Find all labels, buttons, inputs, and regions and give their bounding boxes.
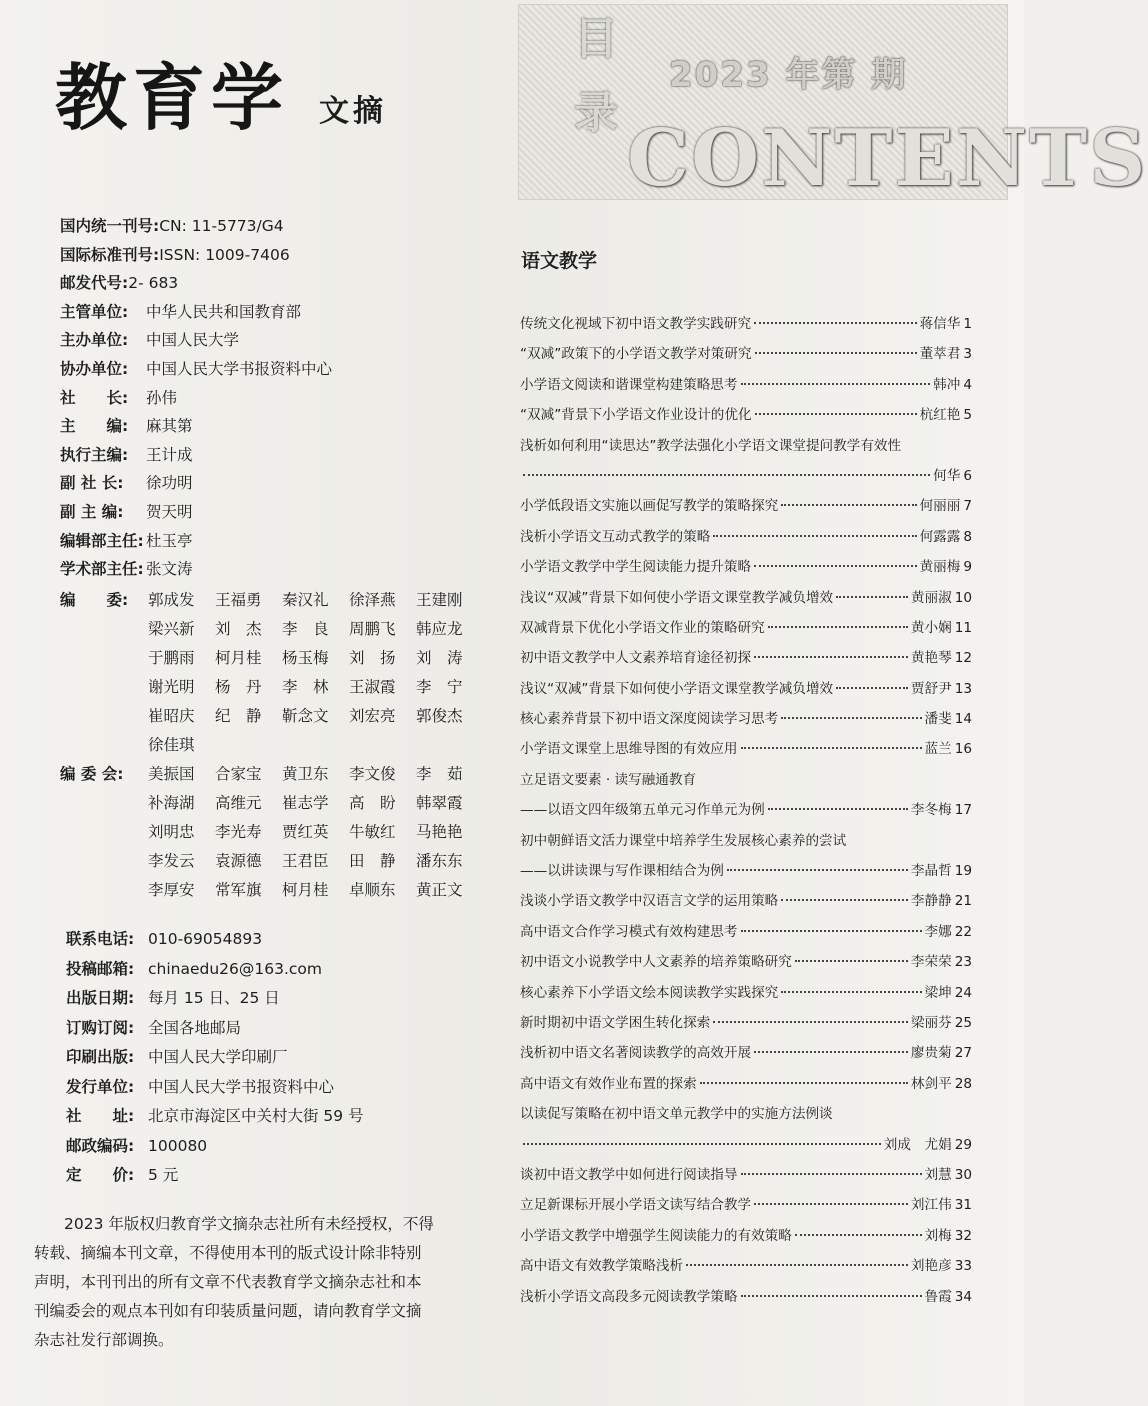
info-row	[60, 412, 480, 441]
committee-row	[60, 818, 483, 847]
contact-value: 全国各地邮局	[148, 1018, 242, 1037]
toc-page: 30	[954, 1166, 972, 1183]
member-name: 纪 静	[215, 707, 262, 725]
toc-author: 李静静	[910, 893, 952, 910]
toc-entry	[520, 339, 972, 369]
committee-label	[60, 789, 148, 818]
toc-page: 25	[954, 1014, 972, 1031]
toc-title: 浅析小学语文高段多元阅读教学策略	[520, 1288, 738, 1305]
member-name: 刘宏亮	[349, 707, 396, 725]
member-name: 李厚安	[148, 881, 195, 899]
info-label: 协办单位:	[60, 359, 129, 378]
member-name: 李 宁	[416, 678, 463, 696]
info-label: 学术部主任:	[60, 560, 144, 579]
member-name: 周鹏飞	[349, 620, 396, 638]
member-name: 黄正文	[416, 881, 463, 899]
member-name: 李发云	[148, 852, 195, 870]
member-name: 黄卫东	[282, 765, 329, 783]
toc-title: 立足新课标开展小学语文读写结合教学	[520, 1197, 752, 1214]
toc-page: 3	[963, 346, 972, 363]
info-value: 孙伟	[146, 388, 178, 407]
toc-author: 黄艳琴	[910, 650, 952, 667]
leader-dots	[754, 1051, 908, 1053]
info-row	[60, 269, 480, 298]
member-name: 柯月桂	[282, 881, 329, 899]
contents-header	[518, 4, 1148, 204]
member-name: 王淑霞	[349, 678, 396, 696]
toc-page: 19	[954, 863, 972, 880]
info-label: 执行主编:	[60, 445, 129, 464]
editorial_board-label	[60, 644, 148, 673]
magazine-subtitle: 文摘	[319, 94, 388, 129]
leader-dots	[781, 899, 908, 901]
contact-label: 邮政编码:	[66, 1136, 135, 1155]
toc-page: 16	[954, 741, 972, 758]
toc-author: 廖贵菊	[910, 1045, 952, 1062]
info-label: 副 主 编:	[60, 502, 124, 521]
toc-author: 刘慧	[924, 1166, 952, 1183]
toc-page: 8	[963, 528, 972, 545]
toc-author: 贾舒尹	[910, 680, 952, 697]
toc-page: 5	[963, 407, 972, 424]
committee-row	[60, 760, 483, 789]
toc-title-line: 浅析如何利用“读思达”教学法强化小学语文课堂提问教学有效性	[520, 437, 902, 454]
leader-dots	[781, 717, 921, 719]
toc-author: 韩冲	[933, 376, 961, 393]
member-name: 李光寿	[215, 823, 262, 841]
toc-title: 浅析小学语文互动式教学的策略	[520, 528, 711, 545]
info-label: 主 编:	[60, 417, 129, 436]
member-name: 李文俊	[349, 765, 396, 783]
info-row	[60, 527, 480, 556]
toc-entry	[520, 674, 972, 704]
toc-page: 11	[954, 619, 972, 636]
contact-row	[66, 1014, 364, 1044]
leader-dots	[754, 656, 908, 658]
toc-author: 黄丽梅	[919, 559, 961, 576]
editorial_board-label	[60, 731, 148, 760]
toc-author: 何华	[933, 467, 961, 484]
issue-label: 2023 年第 期	[669, 55, 908, 95]
toc-entry	[520, 947, 972, 977]
contact-info	[66, 925, 364, 1191]
contact-label: 社 址:	[66, 1107, 135, 1125]
info-value: 中华人民共和国教育部	[146, 302, 302, 321]
toc-title: “双减”背景下小学语文作业设计的优化	[520, 407, 752, 424]
toc-page: 12	[954, 650, 972, 667]
toc-author: 梁坤	[924, 984, 952, 1001]
toc-page: 9	[963, 559, 972, 576]
member-name: 韩翠霞	[416, 794, 463, 812]
info-value: 杜玉亭	[146, 531, 193, 550]
leader-dots	[781, 504, 916, 506]
info-value: 2- 683	[128, 274, 179, 293]
leader-dots	[686, 1264, 908, 1266]
member-name: 郭成发	[148, 591, 195, 609]
toc-entry	[520, 522, 972, 552]
toc-entry	[520, 583, 972, 613]
toc-entry	[520, 309, 972, 339]
toc-entry	[520, 734, 972, 764]
contact-row	[66, 1102, 364, 1132]
leader-dots	[836, 596, 908, 598]
toc-page: 21	[954, 893, 972, 910]
member-name: 补海湖	[148, 794, 195, 812]
member-name: 刘 涛	[416, 649, 463, 667]
contact-row	[66, 1161, 364, 1191]
toc-author: 黄丽淑	[910, 589, 952, 606]
member-name: 徐佳琪	[148, 736, 195, 754]
member-name: 刘 杰	[215, 620, 262, 638]
leader-dots	[754, 1203, 908, 1205]
info-label: 主管单位:	[60, 302, 129, 321]
leader-dots	[781, 991, 921, 993]
contact-label: 联系电话:	[66, 930, 135, 948]
contact-label: 出版日期:	[66, 989, 135, 1007]
info-value: 麻其第	[146, 417, 193, 436]
member-name: 李 良	[282, 620, 329, 638]
leader-dots	[741, 1173, 922, 1175]
toc-page: 17	[954, 802, 972, 819]
toc-subtitle: ——以语文四年级第五单元习作单元为例	[520, 802, 765, 819]
leader-dots	[754, 565, 916, 567]
toc-title: 小学语文教学中学生阅读能力提升策略	[520, 559, 752, 576]
toc-page: 10	[954, 589, 972, 606]
toc-title: 初中语文小说教学中人文素养的培养策略研究	[520, 954, 792, 971]
toc-title: 双减背景下优化小学语文作业的策略研究	[520, 619, 765, 636]
info-row	[60, 212, 480, 241]
committee-label	[60, 876, 148, 905]
toc-entry	[520, 370, 972, 400]
publication-info	[60, 212, 480, 584]
info-value: 中国人民大学书报资料中心	[146, 359, 333, 378]
toc-title: 核心素养下小学语文绘本阅读教学实践探究	[520, 984, 779, 1001]
committee-label	[60, 818, 148, 847]
info-row	[60, 326, 480, 355]
info-row	[60, 384, 480, 413]
info-row	[60, 498, 480, 527]
toc-page: 22	[954, 923, 972, 940]
toc-entry	[520, 1069, 972, 1099]
toc-title: 小学语文教学中增强学生阅读能力的有效策略	[520, 1227, 792, 1244]
member-name: 柯月桂	[215, 649, 262, 667]
info-value: 徐功明	[146, 474, 193, 493]
member-name: 常军旗	[215, 881, 262, 899]
copyright-notice: 2023 年版权归教育学文摘杂志社所有未经授权，不得转载、摘编本刊文章，不得使用本刊的版式设计除非特别声明，本刊刊出的所有文章不代表教育学文摘杂志社和本刊编委会的观点本刊如有印装质量问题，请向教育学文摘杂志社发行部调换。	[34, 1215, 434, 1349]
toc-author: 梁丽芬	[910, 1014, 952, 1031]
editorial_board-label	[60, 615, 148, 644]
info-label: 国内统一刊号:	[60, 217, 160, 235]
toc-author: 蓝兰	[924, 741, 952, 758]
info-row	[60, 355, 480, 384]
committee-row	[60, 789, 483, 818]
member-name: 潘东东	[416, 852, 463, 870]
member-name: 李 林	[282, 678, 329, 696]
contact-value: 中国人民大学书报资料中心	[148, 1077, 335, 1096]
member-name: 刘 扬	[349, 649, 396, 667]
member-name: 崔昭庆	[148, 707, 195, 725]
toc-page: 13	[954, 680, 972, 697]
info-row	[60, 441, 480, 470]
editorial_board-label	[60, 702, 148, 731]
member-name: 刘明忠	[148, 823, 195, 841]
toc-title: 小学低段语文实施以画促写教学的策略探究	[520, 498, 779, 515]
leader-dots	[741, 747, 922, 749]
member-name: 王建刚	[416, 591, 463, 609]
contact-row	[66, 955, 364, 985]
info-label: 编辑部主任:	[60, 531, 144, 550]
member-name: 崔志学	[282, 794, 329, 812]
leader-dots	[523, 474, 930, 476]
editorial_board-row	[60, 586, 483, 615]
toc-title: 谈初中语文教学中如何进行阅读指导	[520, 1166, 738, 1183]
toc-author: 李娜	[924, 923, 952, 940]
member-name: 谢光明	[148, 678, 195, 696]
leader-dots	[713, 1021, 908, 1023]
contact-row	[66, 1132, 364, 1162]
toc-page: 4	[963, 376, 972, 393]
toc-entry	[520, 1221, 972, 1251]
toc-author: 刘艳彦	[910, 1258, 952, 1275]
toc-page: 23	[954, 954, 972, 971]
member-name: 卓顺东	[349, 881, 396, 899]
toc-entry	[520, 856, 972, 886]
editorial_board-label: 编 委:	[60, 591, 129, 609]
member-name: 韩应龙	[416, 620, 463, 638]
leader-dots	[768, 808, 908, 810]
leader-dots	[727, 869, 908, 871]
member-name: 王福勇	[215, 591, 262, 609]
toc-author: 李冬梅	[910, 802, 952, 819]
section-title: 语文教学	[521, 250, 598, 272]
toc-title: 高中语文合作学习模式有效构建思考	[520, 923, 738, 940]
toc-author: 刘梅	[924, 1227, 952, 1244]
toc-entry	[520, 1282, 972, 1312]
toc-title-line: 以读促写策略在初中语文单元教学中的实施方法例谈	[520, 1106, 833, 1123]
contact-row	[66, 925, 364, 955]
toc-entry	[520, 461, 972, 491]
info-row	[60, 298, 480, 327]
member-name: 杨玉梅	[282, 649, 329, 667]
toc-author: 潘斐	[924, 711, 952, 728]
info-value: 张文涛	[146, 560, 193, 579]
info-value: 王计成	[146, 445, 193, 464]
toc-title: 浅析初中语文名著阅读教学的高效开展	[520, 1045, 752, 1062]
toc-author: 李晶哲	[910, 863, 952, 880]
leader-dots	[713, 535, 916, 537]
leader-dots	[523, 1143, 881, 1145]
info-value: ISSN: 1009-7406	[159, 245, 290, 264]
committee-label	[60, 847, 148, 876]
toc-entry	[520, 400, 972, 430]
toc-entry	[520, 795, 972, 825]
committee-row	[60, 876, 483, 905]
toc-title-line: 立足语文要素 · 读写融通教育	[520, 771, 697, 788]
member-name: 高维元	[215, 794, 262, 812]
contact-label: 投稿邮箱:	[66, 959, 135, 978]
committee-label: 编 委 会:	[60, 765, 124, 783]
toc-page: 28	[954, 1075, 972, 1092]
editorial_board-row	[60, 615, 483, 644]
toc-title: 小学语文阅读和谐课堂构建策略思考	[520, 376, 738, 393]
leader-dots	[754, 322, 916, 324]
toc-author: 李荣荣	[910, 954, 952, 971]
info-label: 邮发代号:	[60, 274, 129, 293]
info-label: 国际标准刊号:	[60, 245, 160, 264]
contact-label: 印刷出版:	[66, 1048, 135, 1066]
info-value: 贺天明	[146, 502, 193, 521]
contact-value: 中国人民大学印刷厂	[148, 1048, 288, 1066]
leader-dots	[741, 1295, 922, 1297]
member-name: 袁源德	[215, 852, 262, 870]
toc-author: 蒋信华	[919, 316, 961, 332]
member-name: 田 静	[349, 852, 396, 870]
toc-page: 33	[954, 1258, 972, 1275]
member-name: 徐泽燕	[349, 591, 396, 609]
toc-page: 6	[963, 467, 972, 484]
info-row	[60, 241, 480, 270]
committee-row	[60, 847, 483, 876]
contact-value: 每月 15 日、25 日	[148, 989, 280, 1007]
member-name: 郭俊杰	[416, 707, 463, 725]
contents-label: CONTENTS	[627, 113, 1148, 204]
member-name: 高 盼	[349, 794, 396, 812]
toc-page: 29	[954, 1136, 972, 1153]
leader-dots	[755, 352, 917, 354]
magazine-masthead	[55, 55, 388, 140]
leader-dots	[795, 960, 908, 962]
member-name: 美振国	[148, 765, 195, 783]
toc-entry	[520, 613, 972, 643]
toc-title: “双减”政策下的小学语文教学对策研究	[520, 346, 752, 363]
contact-value: 010-69054893	[148, 930, 263, 948]
toc-title: 高中语文有效教学策略浅析	[520, 1258, 684, 1275]
leader-dots	[741, 930, 922, 932]
toc-entry	[520, 1130, 972, 1160]
toc-author: 何丽丽	[919, 498, 961, 515]
editorial_board-row	[60, 731, 483, 760]
editorial_board-row	[60, 702, 483, 731]
member-name: 贾红英	[282, 823, 329, 841]
leader-dots	[700, 1082, 908, 1084]
editorial_board-row	[60, 673, 483, 702]
member-name: 牛敏红	[349, 823, 396, 841]
toc-title: 初中语文教学中人文素养培育途径初探	[520, 650, 752, 667]
toc-title: 核心素养背景下初中语文深度阅读学习思考	[520, 711, 779, 728]
contact-row	[66, 1073, 364, 1103]
info-value: CN: 11-5773/G4	[159, 217, 284, 235]
toc-page: 32	[954, 1227, 972, 1244]
contact-label: 定 价:	[66, 1166, 135, 1184]
toc-page: 14	[954, 711, 972, 728]
toc-entry	[520, 552, 972, 582]
leader-dots	[768, 626, 908, 628]
member-name: 梁兴新	[148, 620, 195, 638]
toc-author: 黄小娴	[910, 619, 952, 636]
toc-author: 刘成 尤娟	[883, 1136, 952, 1153]
leader-dots	[836, 687, 908, 689]
toc-title-line: 初中朝鲜语文活力课堂中培养学生发展核心素养的尝试	[520, 832, 847, 849]
toc-title: 浅议“双减”背景下如何使小学语文课堂教学减负增效	[520, 680, 834, 697]
toc-page: 34	[954, 1288, 972, 1305]
editorial_board-row	[60, 644, 483, 673]
toc-entry	[520, 978, 972, 1008]
toc-entry	[520, 886, 972, 916]
leader-dots	[755, 413, 917, 415]
editorial_board-label	[60, 673, 148, 702]
contact-value: 北京市海淀区中关村大街 59 号	[148, 1107, 364, 1125]
magazine-title: 教育学	[55, 55, 290, 140]
member-name: 合家宝	[215, 765, 262, 783]
member-name: 李 茹	[416, 765, 463, 783]
toc-page: 1	[963, 316, 972, 332]
toc-entry	[520, 1251, 972, 1281]
info-label: 副 社 长:	[60, 474, 124, 493]
toc-author: 董萃君	[919, 346, 961, 363]
info-value: 中国人民大学	[146, 331, 240, 350]
toc-author: 鲁霞	[924, 1288, 952, 1305]
toc-title: 浅议“双减”背景下如何使小学语文课堂教学减负增效	[520, 589, 834, 606]
toc-author: 杭红艳	[919, 407, 961, 424]
contact-row	[66, 1043, 364, 1073]
info-row	[60, 555, 480, 584]
member-name: 于鹏雨	[148, 649, 195, 667]
member-name: 秦汉礼	[282, 591, 329, 609]
toc-subtitle: ——以讲读课与写作课相结合为例	[520, 863, 724, 880]
contact-label: 订购订阅:	[66, 1018, 135, 1037]
toc-entry	[520, 1038, 972, 1068]
contact-value: 100080	[148, 1136, 208, 1155]
toc-page: 24	[954, 984, 972, 1001]
editorial-board	[60, 586, 483, 905]
toc-author: 林剑平	[910, 1075, 952, 1092]
toc-title: 传统文化视域下初中语文教学实践研究	[520, 316, 752, 332]
toc-title: 高中语文有效作业布置的探索	[520, 1075, 697, 1092]
toc-entry	[520, 1160, 972, 1190]
member-name: 靳念文	[282, 707, 329, 725]
toc-page: 31	[954, 1197, 972, 1214]
toc-author: 何露露	[919, 528, 961, 545]
table-of-contents	[520, 309, 972, 1312]
toc-page: 27	[954, 1045, 972, 1062]
member-name: 马艳艳	[416, 823, 463, 841]
toc-entry	[520, 704, 972, 734]
contents-mu-label: 目录	[566, 15, 617, 163]
toc-title: 浅谈小学语文教学中汉语言文学的运用策略	[520, 893, 779, 910]
toc-page: 7	[963, 498, 972, 515]
toc-entry	[520, 643, 972, 673]
toc-title: 小学语文课堂上思维导图的有效应用	[520, 741, 738, 758]
contact-value: chinaedu26@163.com	[148, 959, 323, 978]
toc-entry	[520, 917, 972, 947]
toc-entry	[520, 491, 972, 521]
contact-row	[66, 984, 364, 1014]
info-row	[60, 469, 480, 498]
contact-value: 5 元	[148, 1166, 179, 1184]
leader-dots	[741, 383, 931, 385]
toc-entry	[520, 1008, 972, 1038]
toc-author: 刘江伟	[910, 1197, 952, 1214]
toc-entry	[520, 1190, 972, 1220]
member-name: 王君臣	[282, 852, 329, 870]
info-label: 社 长:	[60, 388, 129, 407]
toc-title: 新时期初中语文学困生转化探索	[520, 1014, 711, 1031]
member-name: 杨 丹	[215, 678, 262, 696]
leader-dots	[795, 1234, 922, 1236]
info-label: 主办单位:	[60, 331, 129, 350]
contact-label: 发行单位:	[66, 1077, 135, 1096]
